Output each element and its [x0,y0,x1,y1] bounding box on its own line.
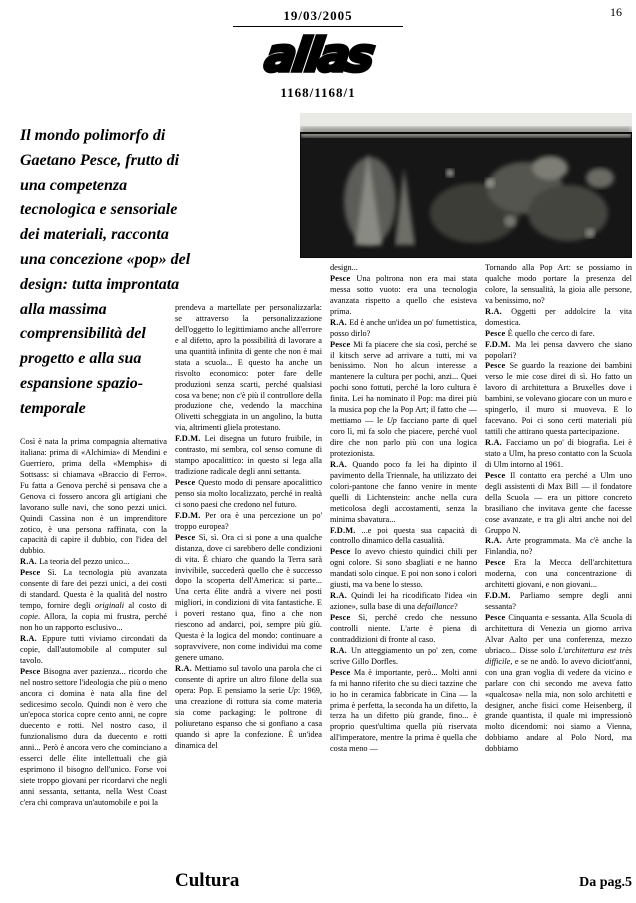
article-paragraph: Pesce Sì. La tecnologia più avanzata consente di fare dei pezzi unici, a dei costi di standard. Questa è la qualità del nostro tempo, fornire degli originali al costo di copie. Allora, la copia mi frustra, perché non ho un rapporto esclusivo... [20,568,167,632]
article-paragraph: Così è nata la prima compagnia alternativa italiana: prima di «Alchimia» di Mendini e Guerriero, prima della «Memphis» di Sottsass: si chiamava «Braccio di Ferro». Fu fatta a Genova perché si pensava che a Genova ci fossero ancora gli artigiani che lavorano sulle navi, che sono pezzi unici. Quindi Cassina non è un imprenditore zotico, è una persona raffinata, con la capacità di capire il dubbio, con l'idea del dubbio. [20,437,167,556]
page-footer [175,870,632,892]
speaker-label: Pesce [20,568,48,578]
speaker-label: F.D.M. [330,525,362,535]
speaker-label: R.A. [485,536,507,546]
article-paragraph: Pesce Io avevo chiesto quindici chili per ogni colore. Si sono sbagliati e ne hanno mandati solo cinque. E poi non sono i colori giusti, ma va bene lo stesso. [330,547,477,590]
article-paragraph: Pesce Il contatto era perché a Ulm uno degli assistenti di Max Bill — il fondatore della Scuola — era un pittore concreto brasiliano che invitava gente che facesse cose avanzate, e tra gli altri anche noi del Gruppo N. [485,470,632,535]
article-paragraph: R.A. Ed è anche un'idea un po' fumettistica, posso dirlo? [330,317,477,338]
speaker-label: R.A. [330,591,352,601]
speaker-label: R.A. [485,438,506,447]
article-paragraph: Pesce Era la Mecca dell'architettura moderna, con una concentrazione di architetti giovani, e non giovani... [485,558,632,590]
article-paragraph: R.A. Quindi lei ha ricodificato l'idea «in azione», sulla base di una defaillance? [330,591,477,612]
article-paragraph: Pesce È quello che cerco di fare. [485,328,595,338]
speaker-label: Pesce [485,470,511,480]
article-paragraph: Pesce Questo modo di pensare apocalittico penso sia molto localizzato, perché in realtà ci sono paesi che credono nel futuro. [175,478,322,509]
speaker-label: Pesce [485,613,509,622]
speaker-label: F.D.M. [485,591,520,601]
article-paragraph: R.A. Arte programmata. Ma c'è anche la Finlandia, no? [485,536,632,557]
article-column-4 [485,263,632,869]
speaker-label: F.D.M. [175,510,206,520]
article-paragraph: Pesce Sì, perché credo che nessuno controlli niente. L'arte è piena di contraddizioni di fronte al caso. [330,613,477,644]
speaker-label: R.A. [330,645,351,655]
article-paragraph: R.A. Un atteggiamento un po' zen, come scrive Gillo Dorfles. [330,645,477,666]
speaker-label: Pesce [175,478,199,487]
article-paragraph: F.D.M. Lei disegna un futuro fruibile, in contrasto, mi sembra, col senso comune di stampo apocalittico: in questo si lega alla tradizione radicale degli anni settanta. [175,434,322,477]
article-column-1 [20,437,167,903]
article-paragraph: R.A. La teoria del pezzo unico... [20,557,130,567]
speaker-label: Pesce [330,667,354,677]
alias-logo [0,23,636,87]
page-number: 16 [610,5,622,19]
speaker-label: Pesce [485,361,510,371]
speaker-label: R.A. [20,557,40,567]
article-paragraph: Pesce Ma è importante, però... Molti anni fa mi hanno riferito che su dieci tazzine che io ho in ceramica fabbricate in Cina — la prima è perfetta, la seconda ha un difetto, la terza ha un difetto più grande, fino... è proprio quest'ultima quella più riservata all'imperatore, mentre la prima è quella che costa meno — [330,667,477,754]
article-paragraph: F.D.M. ...e poi questa sua capacità di controllo dinamico della casualità. [330,525,477,546]
article-paragraph: R.A. Eppure tutti viviamo circondati da copie, dall'automobile al computer sul tavolo. [20,633,167,665]
speaker-label: F.D.M. [175,434,205,444]
speaker-label: R.A. [485,306,512,316]
article-paragraph: R.A. Quando poco fa lei ha dipinto il pavimento della Triennale, ha utilizzato dei colori-pantone che fanno venire in mente quelli di Lichtenstein: anche nella cura meticolosa degli accostamenti, senza la minima sbavatura... [330,459,477,524]
masthead-date: 19/03/2005 [283,8,353,23]
article-paragraph: design... [330,263,358,272]
article-paragraph: R.A. Mettiamo sul tavolo una parola che ci consente di aprire un altro filone della sua opera: Pop. E pensiamo la serie Up: 1969, una creazione di rottura sia come materia sia come packaging: le poltrone di poliuretano espanso che si gonfiano a casa quando si apre la confezione. È un'idea dinamica del [175,663,322,750]
article-paragraph: Tornando alla Pop Art: se possiamo in qualche modo portare la presenza del colore, la sensualità, la gioia alle persone, va benissimo, no? [485,263,632,305]
speaker-label: Pesce [330,613,359,622]
masthead [0,8,636,101]
article-column-3 [330,263,477,869]
speaker-label: F.D.M. [485,339,516,349]
section-label: Cultura [175,870,240,891]
article-paragraph: prendeva a martellate per personalizzarla: se attraverso la personalizzazione dell'oggetto lo legittimiamo anche all'errore e al difetto, apro la possibilità di lavorare a una quantità infinita di gente che non è mai stata a scuola... E questo ha anche un risvolto economico: poter fare delle produzioni senza scarti, perché qualsiasi cosa va bene; non c'è più il controllore della produzione che, vedendo la macchina Olivetti scheggiata in un angolino, la butta via, altrimenti gliela protestano. [175,303,322,433]
speaker-label: Pesce [485,328,508,338]
article-paragraph: Pesce Mi fa piacere che sia così, perché se il kitsch serve ad arrivare a tutti, mi va benissimo. Non ho alcun interesse a mantenere la cultura per pochi, anzi... Quei pochi sono fottuti, perché la loro cultura è finita. Lei ha nominato il Pop: ma direi più la musica pop che la Pop Art; il fatto che — mettiamo — le Up facciano parte di quel coro lì, mi fa solo che piacere, perché vuol dire che non parlo più con una logica protezionista. [330,339,477,458]
article-paragraph: R.A. Facciamo un po' di biografia. Lei è stato a Ulm, ha preso contatto con la Scuola di Ulm intorno al 1961. [485,438,632,469]
article-paragraph: F.D.M. Per ora è una percezione un po' troppo europea? [175,510,322,531]
article-paragraph: Pesce Sì, sì. Ora ci si pone a una qualche distanza, dove ci sarebbero delle condizioni di vita. È chiaro che quando la Terra sarà invivibile, succederà quello che è successo dopo la scoperta dell'America: si parte... Una certa élite andrà a vivere nei posti migliori, in condizioni di vita fantastiche. E i poveri restano qua, fino a che non riescono ad andarci, poi, sempre più giù. Questa è la logica del mondo: continuare a sopravvivere, non come individui ma come genere umano. [175,532,322,662]
speaker-label: R.A. [20,633,42,643]
article-column-2 [175,303,322,869]
speaker-label: Pesce [485,558,515,568]
continuation-label: Da pag.5 [579,875,632,890]
article-paragraph: F.D.M. Ma lei pensa davvero che siano popolari? [485,339,632,360]
article-paragraph: Pesce Bisogna aver pazienza... ricordo che nel nostro settore l'ideologia che più o meno ancora ci domina è nata alla fine del sedicesimo secolo. Quindi non è vero che un'epoca storica copre cento anni, ne copre duecento e rotti. Nel nostro caso, il funzionalismo dura da duecento e rotti anni... Però è ancora vero che cominciano a esserci delle élite intellettuali che già esprimono il bisogno dell'unico. Forse voi siete troppo giovani per ricordarvi che negli anni sessanta, settanta, nella West Coast c'era chi comprava un'automobile e poi la [20,666,167,807]
speaker-label: Pesce [330,273,357,283]
speaker-label: Pesce [330,547,355,557]
article-paragraph: Pesce Se guardo la reazione dei bambini verso le mie cose direi di sì. Ho fatto un lavoro di architettura a Bruxelles dove i bambini, se volevano giocare con un muro e spingerlo, il muro si muoveva. E lo facevano. Poi ci sono certi materiali più tattili che attirano questa partecipazione. [485,361,632,437]
speaker-label: Pesce [20,666,44,676]
issue-number: 1168/1168/1 [280,85,356,100]
article-paragraph: Pesce Una poltrona non era mai stata messa sotto vuoto: era una tecnologia avanzata rispetto a quello che esisteva prima. [330,273,477,316]
article-paragraph: F.D.M. Parliamo sempre degli anni sessanta? [485,591,632,612]
article-headline: Il mondo polimorfo di Gaetano Pesce, frutto di una competenza tecnologica e sensoriale dei materiali, racconta una concezione «pop» del design: tutta improntata alla massima comprensibilità del progetto e alla sua espansione spazio-temporale [20,127,191,417]
speaker-label: R.A. [330,317,350,327]
article-paragraph: Pesce Cinquanta e sessanta. Alla Scuola di architettura di Venezia un giorno arriva Alvar Aalto per una conferenza, mezzo ubriaco... Disse solo L'architettura est très difficile, e se ne andò. Io avevo diciott'anni, con una gran voglia di vedere da vicino e parlare con chi secondo me aveva fatto «qualcosa» nella mia, non solo architetti e designer, anche fisici come Heisenberg, il grande quantista, il quale mi impressionò molto dicendomi: noi siamo a Vienna, dobbiamo andare al Polo Nord, ma dobbiamo [485,613,632,754]
alias-logo-text: alias [261,28,376,82]
speaker-label: Pesce [330,339,354,349]
speaker-label: Pesce [175,532,199,542]
speaker-label: R.A. [330,459,353,469]
article-photo [300,113,632,258]
article-paragraph: R.A. Oggetti per addolcire la vita domestica. [485,306,632,327]
speaker-label: R.A. [175,663,195,673]
